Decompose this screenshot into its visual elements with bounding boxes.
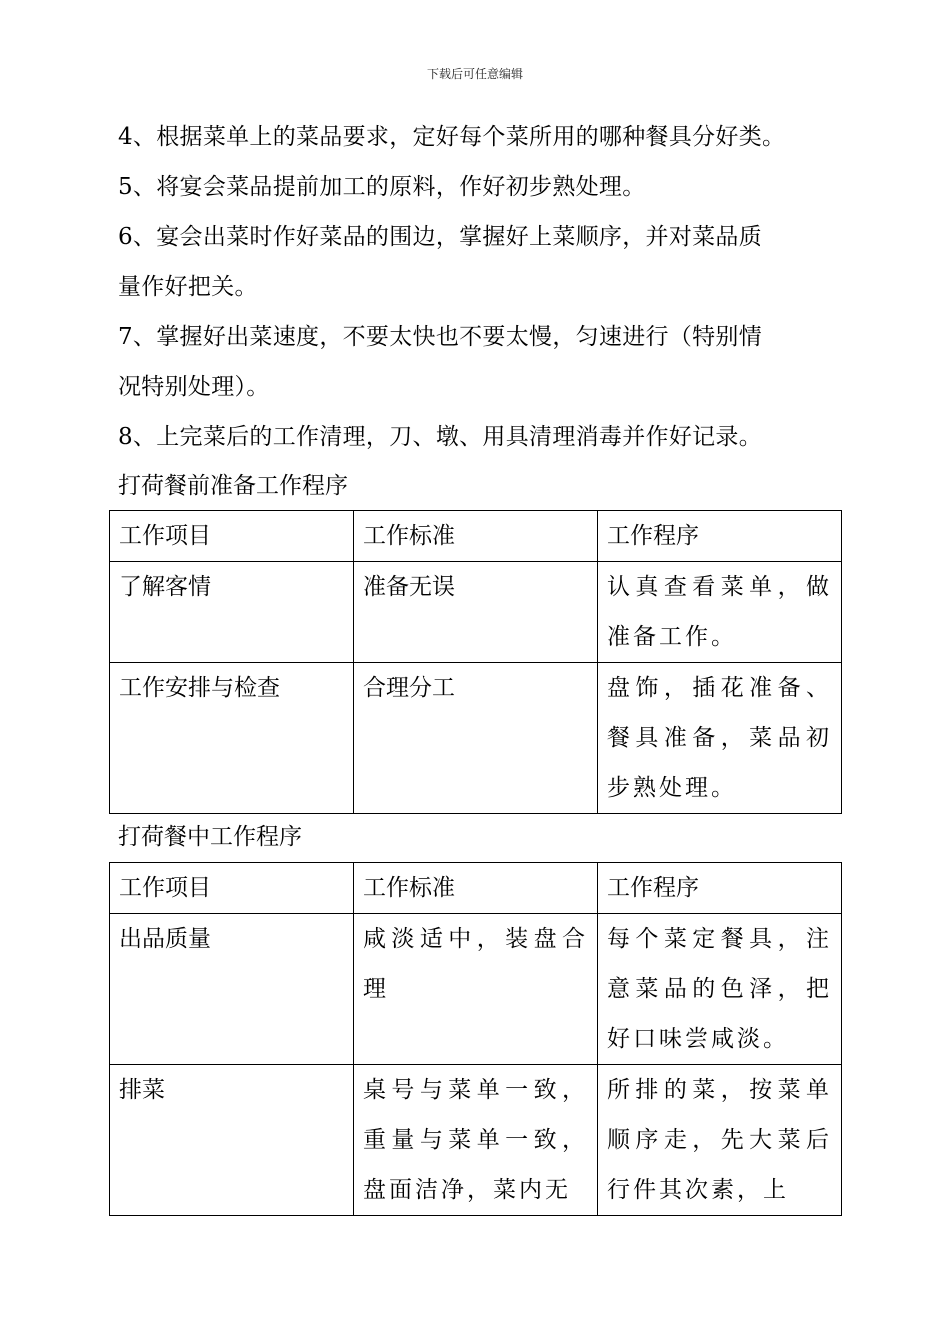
cell-procedure: 所排的菜，按菜单顺序走，先大菜后行件其次素，上 — [598, 1065, 842, 1216]
table-row — [110, 914, 842, 1065]
table1-title: 打荷餐前准备工作程序 — [118, 473, 348, 499]
table-row — [110, 562, 842, 663]
header-cell-item: 工作项目 — [110, 511, 354, 562]
cell-item: 出品质量 — [110, 914, 354, 1065]
table-header-row — [110, 863, 842, 914]
paragraph-6-line-1: 6、宴会出菜时作好菜品的围边，掌握好上菜顺序，并对菜品质 — [118, 224, 763, 250]
paragraph-8: 8、上完菜后的工作清理，刀、墩、用具清理消毒并作好记录。 — [118, 424, 763, 450]
pre-meal-procedure-table — [109, 510, 842, 814]
table-row — [110, 663, 842, 814]
paragraph-6-line-2: 量作好把关。 — [118, 274, 258, 300]
cell-procedure: 盘饰，插花准备、餐具准备，菜品初步熟处理。 — [598, 663, 842, 814]
paragraph-7-line-2: 况特别处理）。 — [118, 374, 270, 400]
table-header-row — [110, 511, 842, 562]
header-cell-procedure: 工作程序 — [598, 511, 842, 562]
header-cell-standard: 工作标准 — [354, 863, 598, 914]
header-cell-item: 工作项目 — [110, 863, 354, 914]
cell-procedure: 认真查看菜单，做准备工作。 — [598, 562, 842, 663]
cell-item: 工作安排与检查 — [110, 663, 354, 814]
table-row — [110, 1065, 842, 1216]
cell-item: 了解客情 — [110, 562, 354, 663]
cell-procedure: 每个菜定餐具，注意菜品的色泽，把好口味尝咸淡。 — [598, 914, 842, 1065]
paragraph-7-line-1: 7、掌握好出菜速度，不要太快也不要太慢，匀速进行（特别情 — [118, 324, 763, 350]
cell-item: 排菜 — [110, 1065, 354, 1216]
header-cell-procedure: 工作程序 — [598, 863, 842, 914]
paragraph-4: 4、根据菜单上的菜品要求，定好每个菜所用的哪种餐具分好类。 — [118, 124, 786, 150]
cell-standard: 准备无误 — [354, 562, 598, 663]
header-cell-standard: 工作标准 — [354, 511, 598, 562]
cell-standard: 咸淡适中，装盘合理 — [354, 914, 598, 1065]
cell-standard: 桌号与菜单一致，重量与菜单一致，盘面洁净，菜内无 — [354, 1065, 598, 1216]
cell-standard: 合理分工 — [354, 663, 598, 814]
table2-title: 打荷餐中工作程序 — [118, 824, 302, 850]
header-note: 下载后可任意编辑 — [426, 67, 523, 81]
mid-meal-procedure-table — [109, 862, 842, 1216]
paragraph-5: 5、将宴会菜品提前加工的原料，作好初步熟处理。 — [118, 174, 646, 200]
